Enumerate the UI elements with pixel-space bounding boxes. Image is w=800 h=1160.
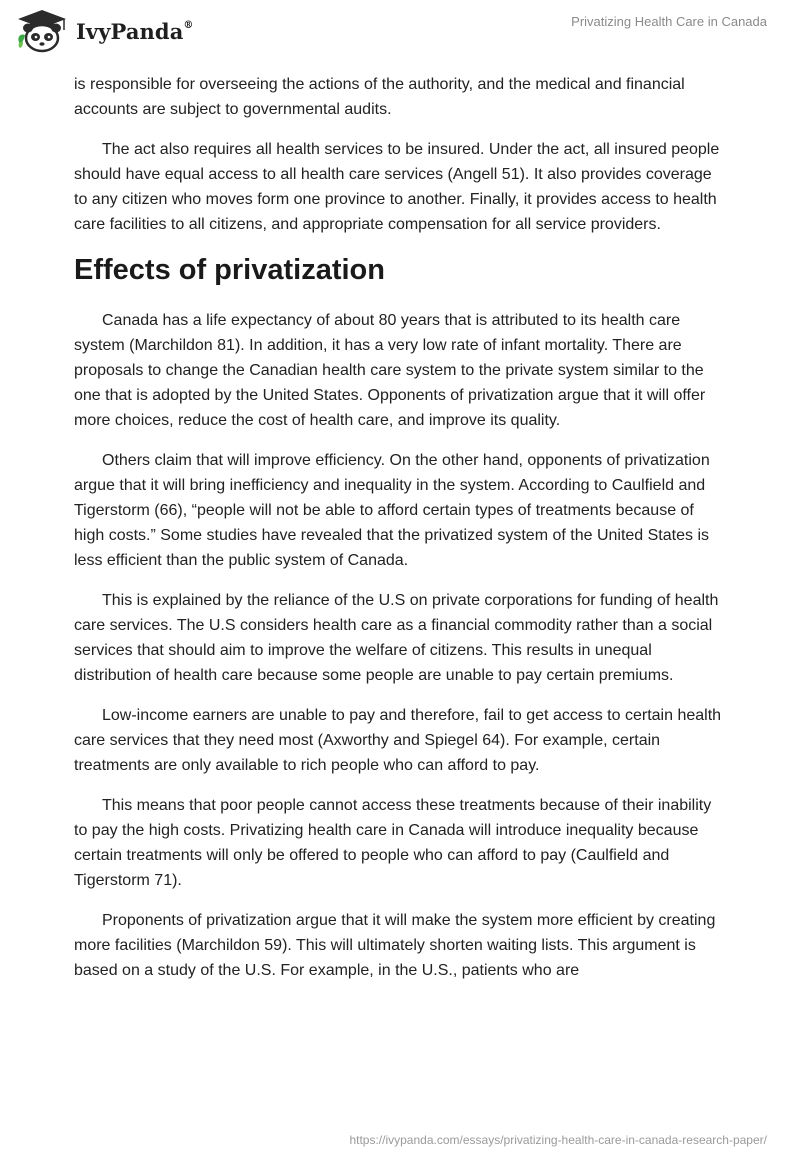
section-heading: Effects of privatization: [74, 254, 385, 286]
panda-graduate-icon: [14, 8, 70, 54]
paragraph: This means that poor people cannot access these treatments because of their inability to pay the high costs. Privatizing health care in Canada will introduce inequality because certain treatments will only be offered to people who can afford to pay (Caulfield and Tigerstorm 71).: [74, 797, 712, 889]
brand-name: IvyPanda®: [76, 18, 194, 44]
page-header: [0, 0, 800, 70]
source-url[interactable]: https://ivypanda.com/essays/privatizing-health-care-in-canada-research-paper/: [349, 1133, 767, 1147]
essay-body: [74, 72, 726, 998]
paragraph: Proponents of privatization argue that it will make the system more efficient by creating more facilities (Marchildon 59). This will ultimately shorten waiting lists. This argument is based on a study of the U.S. For example, in the U.S., patients who are: [74, 912, 716, 979]
paragraph: The act also requires all health services to be insured. Under the act, all insured people should have equal access to all health care services (Angell 51). It also provides coverage to any citizen who moves form one province to another. Finally, it provides access to health care facilities to all citizens, and appropriate compensation for all service providers.: [74, 141, 720, 233]
document-title: Privatizing Health Care in Canada: [571, 14, 767, 29]
paragraph: Others claim that will improve efficiency. On the other hand, opponents of privatization argue that it will bring inefficiency and inequality in the system. According to Caulfield and Tigerstorm (66), “people will not be able to afford certain types of treatments because of high costs.” Some studies have revealed that the privatized system of the United States is less efficient than the public system of Canada.: [74, 452, 710, 569]
paragraph: This is explained by the reliance of the U.S on private corporations for funding of health care services. The U.S considers health care as a financial commodity rather than a social services that should aim to improve the welfare of citizens. This results in unequal distribution of health care because some people are unable to pay certain premiums.: [74, 592, 719, 684]
ivypanda-logo[interactable]: [14, 8, 194, 54]
registered-mark: ®: [183, 19, 194, 31]
paragraph: Canada has a life expectancy of about 80 years that is attributed to its health care system (Marchildon 81). In addition, it has a very low rate of infant mortality. There are proposals to change the Canadian health care system to the private system similar to the one that is adopted by the United States. Opponents of privatization argue that it will offer more choices, reduce the cost of health care, and improve its quality.: [74, 312, 706, 429]
paragraph: is responsible for overseeing the actions of the authority, and the medical and financial accounts are subject to governmental audits.: [74, 76, 685, 118]
paragraph: Low-income earners are unable to pay and therefore, fail to get access to certain health care services that they need most (Axworthy and Spiegel 64). For example, certain treatments are only available to rich people who can afford to pay.: [74, 707, 722, 774]
